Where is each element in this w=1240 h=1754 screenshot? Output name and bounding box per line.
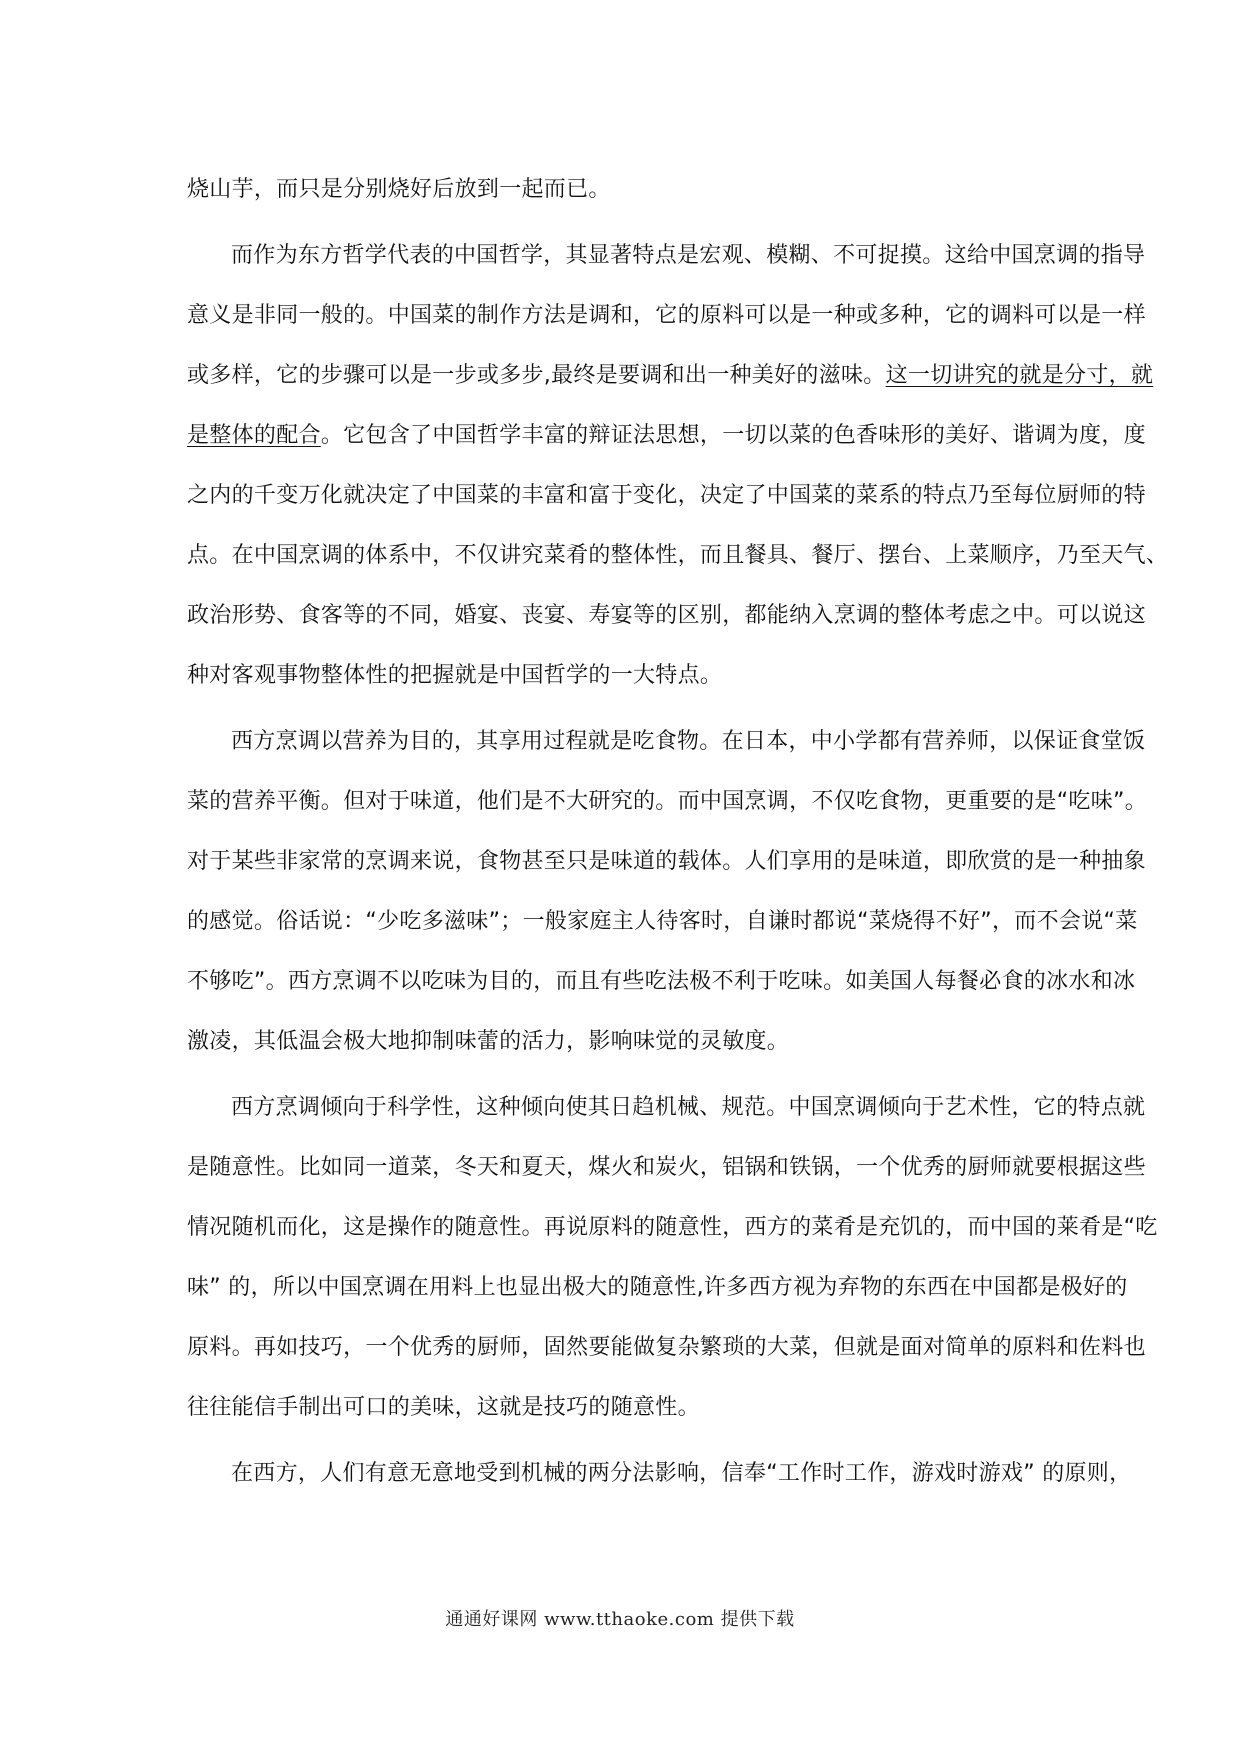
text-line bbox=[187, 646, 1123, 706]
text-line bbox=[187, 952, 1136, 1012]
text-line bbox=[187, 1318, 1146, 1378]
text-segment: 意义是非同一般的。中国菜的制作方法是调和，它的原料可以是一种或多种，它的调料可以是一样 bbox=[187, 303, 1146, 328]
text-line bbox=[187, 1378, 1123, 1438]
text-segment: 政治形势、食客等的不同，婚宴、丧宴、寿宴等的区别，都能纳入烹调的整体考虑之中。可以说这 bbox=[187, 603, 1146, 628]
text-segment: 是随意性。比如同一道菜，冬天和夏天，煤火和炭火，铝锅和铁锅，一个优秀的厨师就要根据这些 bbox=[187, 1155, 1146, 1180]
text-line bbox=[187, 1258, 1128, 1318]
text-line bbox=[187, 286, 1146, 346]
text-segment: 西方烹调以营养为目的，其享用过程就是吃食物。在日本，中小学都有营养师，以保证食堂饭 bbox=[231, 729, 1146, 754]
body-text bbox=[187, 160, 1169, 1504]
text-segment: 原料。再如技巧，一个优秀的厨师，固然要能做复杂繁琐的大菜，但就是面对简单的原料和佐料也 bbox=[187, 1335, 1146, 1360]
text-segment: 激凌，其低温会极大地抑制味蕾的活力，影响味觉的灵敏度。 bbox=[187, 1029, 790, 1054]
text-segment: 而作为东方哲学代表的中国哲学，其显著特点是宏观、模糊、不可捉摸。这给中国烹调的指导 bbox=[231, 243, 1146, 268]
footer-text: 通通好课网 www.tthaoke.com 提供下载 bbox=[445, 1609, 795, 1630]
text-segment: 在西方，人们有意无意地受到机械的两分法影响，信奉“工作时工作，游戏时游戏” 的原则， bbox=[231, 1461, 1132, 1486]
text-segment: 点。在中国烹调的体系中，不仅讲究菜肴的整体性，而且餐具、餐厅、摆台、上菜顺序，乃至天气、 bbox=[187, 543, 1169, 568]
text-segment: 烧山芋，而只是分别烧好后放到一起而已。 bbox=[187, 177, 611, 202]
text-line bbox=[187, 586, 1146, 646]
text-line bbox=[187, 1198, 1158, 1258]
text-segment: 或多样，它的步骤可以是一步或多步,最终是要调和出一种美好的滋味。 bbox=[187, 363, 886, 388]
paragraph-start-line bbox=[187, 712, 1146, 772]
text-segment: 西方烹调倾向于科学性，这种倾向使其日趋机械、规范。中国烹调倾向于艺术性，它的特点就 bbox=[231, 1095, 1146, 1120]
text-line bbox=[187, 1138, 1146, 1198]
text-line bbox=[187, 892, 1138, 952]
text-line bbox=[187, 346, 1154, 406]
paragraph-start-line bbox=[187, 1078, 1146, 1138]
page-footer bbox=[0, 1605, 1240, 1631]
underlined-text: 这一切讲究的就是分寸，就 bbox=[885, 363, 1154, 388]
text-segment: 菜的营养平衡。但对于味道，他们是不大研究的。而中国烹调，不仅吃食物，更重要的是“吃味”。 bbox=[187, 789, 1147, 814]
text-segment: 种对客观事物整体性的把握就是中国哲学的一大特点。 bbox=[187, 663, 723, 688]
paragraph-start-line bbox=[187, 1444, 1132, 1504]
text-segment: 。它包含了中国哲学丰富的辩证法思想，一切以菜的色香味形的美好、谐调为度，度 bbox=[320, 423, 1146, 448]
text-line bbox=[187, 526, 1169, 586]
text-line bbox=[187, 160, 1123, 220]
text-segment: 味” 的，所以中国烹调在用料上也显出极大的随意性,许多西方视为弃物的东西在中国都是极好的 bbox=[187, 1275, 1128, 1300]
text-segment: 不够吃”。西方烹调不以吃味为目的，而且有些吃法极不利于吃味。如美国人每餐必食的冰水和冰 bbox=[187, 969, 1136, 994]
paragraph-start-line bbox=[187, 226, 1146, 286]
text-segment: 之内的千变万化就决定了中国菜的丰富和富于变化，决定了中国菜的菜系的特点乃至每位厨师的特 bbox=[187, 483, 1146, 508]
text-line bbox=[187, 1012, 1123, 1072]
text-segment: 的感觉。俗话说：“少吃多滋味”；一般家庭主人待客时，自谦时都说“菜烧得不好”，而不会说“菜 bbox=[187, 909, 1138, 934]
text-line bbox=[187, 832, 1146, 892]
underlined-text: 是整体的配合 bbox=[187, 423, 321, 448]
text-segment: 对于某些非家常的烹调来说，食物甚至只是味道的载体。人们享用的是味道，即欣赏的是一种抽象 bbox=[187, 849, 1146, 874]
text-segment: 往往能信手制出可口的美味，这就是技巧的随意性。 bbox=[187, 1395, 700, 1420]
text-line bbox=[187, 406, 1146, 466]
text-segment: 情况随机而化，这是操作的随意性。再说原料的随意性，西方的菜肴是充饥的，而中国的莱肴是“吃 bbox=[187, 1215, 1158, 1240]
text-line bbox=[187, 772, 1147, 832]
text-line bbox=[187, 466, 1146, 526]
